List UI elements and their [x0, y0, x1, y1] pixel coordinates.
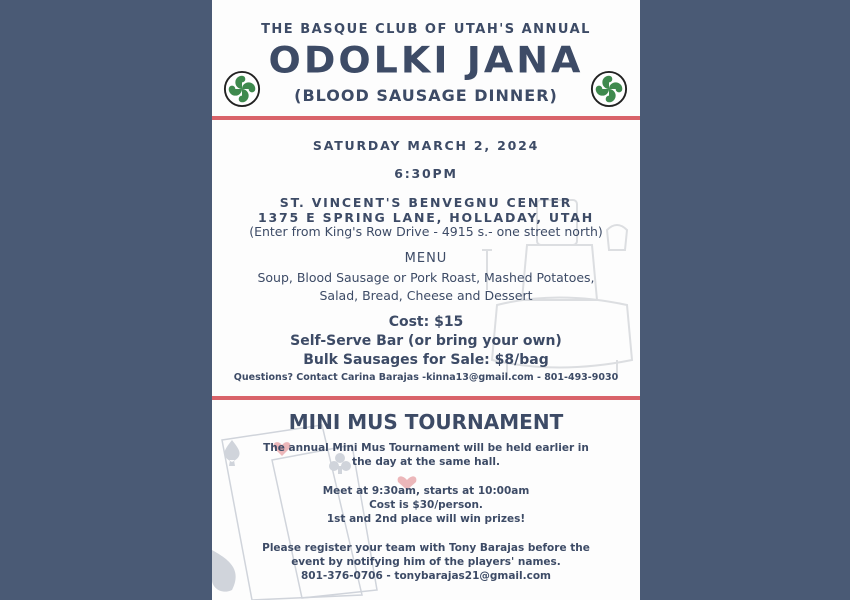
event-subtitle: (BLOOD SAUSAGE DINNER)	[294, 86, 558, 105]
tournament-line: The annual Mini Mus Tournament will be held earlier in	[263, 442, 589, 454]
flyer	[212, 0, 640, 600]
menu-line: Soup, Blood Sausage or Pork Roast, Mashed Potatoes,	[257, 270, 595, 285]
menu-line: Salad, Bread, Cheese and Dessert	[319, 288, 533, 303]
bar-info: Self-Serve Bar (or bring your own)	[290, 333, 562, 349]
venue-name: ST. VINCENT'S BENVEGNU CENTER	[279, 195, 573, 210]
menu-heading: MENU	[404, 251, 448, 266]
tournament-section	[212, 400, 640, 600]
lauburu-icon	[223, 70, 261, 108]
contact-info: Questions? Contact Carina Barajas -kinna13@gmail.com - 801-493-9030	[233, 372, 619, 383]
event-time: 6:30PM	[394, 166, 458, 181]
venue-directions: (Enter from King's Row Drive - 4915 s.- one street north)	[249, 224, 603, 239]
tournament-line: Cost is $30/person.	[369, 499, 483, 511]
event-cost: Cost: $15	[388, 314, 464, 330]
tournament-line: the day at the same hall.	[352, 456, 500, 468]
venue-address: 1375 E SPRING LANE, HOLLADAY, UTAH	[258, 210, 594, 225]
event-date: SATURDAY MARCH 2, 2024	[312, 138, 540, 153]
lauburu-icon	[590, 70, 628, 108]
tournament-line: Please register your team with Tony Barajas before the	[262, 542, 590, 554]
sausage-sale: Bulk Sausages for Sale: $8/bag	[303, 352, 549, 368]
tournament-line: event by notifying him of the players' names.	[291, 556, 561, 568]
event-details	[212, 120, 640, 396]
tournament-title: MINI MUS TOURNAMENT	[288, 410, 564, 434]
flyer-header	[212, 0, 640, 116]
tournament-line: Meet at 9:30am, starts at 10:00am	[322, 485, 530, 497]
tournament-contact: 801-376-0706 - tonybarajas21@gmail.com	[300, 570, 552, 582]
tournament-line: 1st and 2nd place will win prizes!	[326, 513, 526, 525]
header-kicker: THE BASQUE CLUB OF UTAH'S ANNUAL	[261, 22, 591, 37]
event-title: ODOLKI JANA	[268, 39, 584, 81]
